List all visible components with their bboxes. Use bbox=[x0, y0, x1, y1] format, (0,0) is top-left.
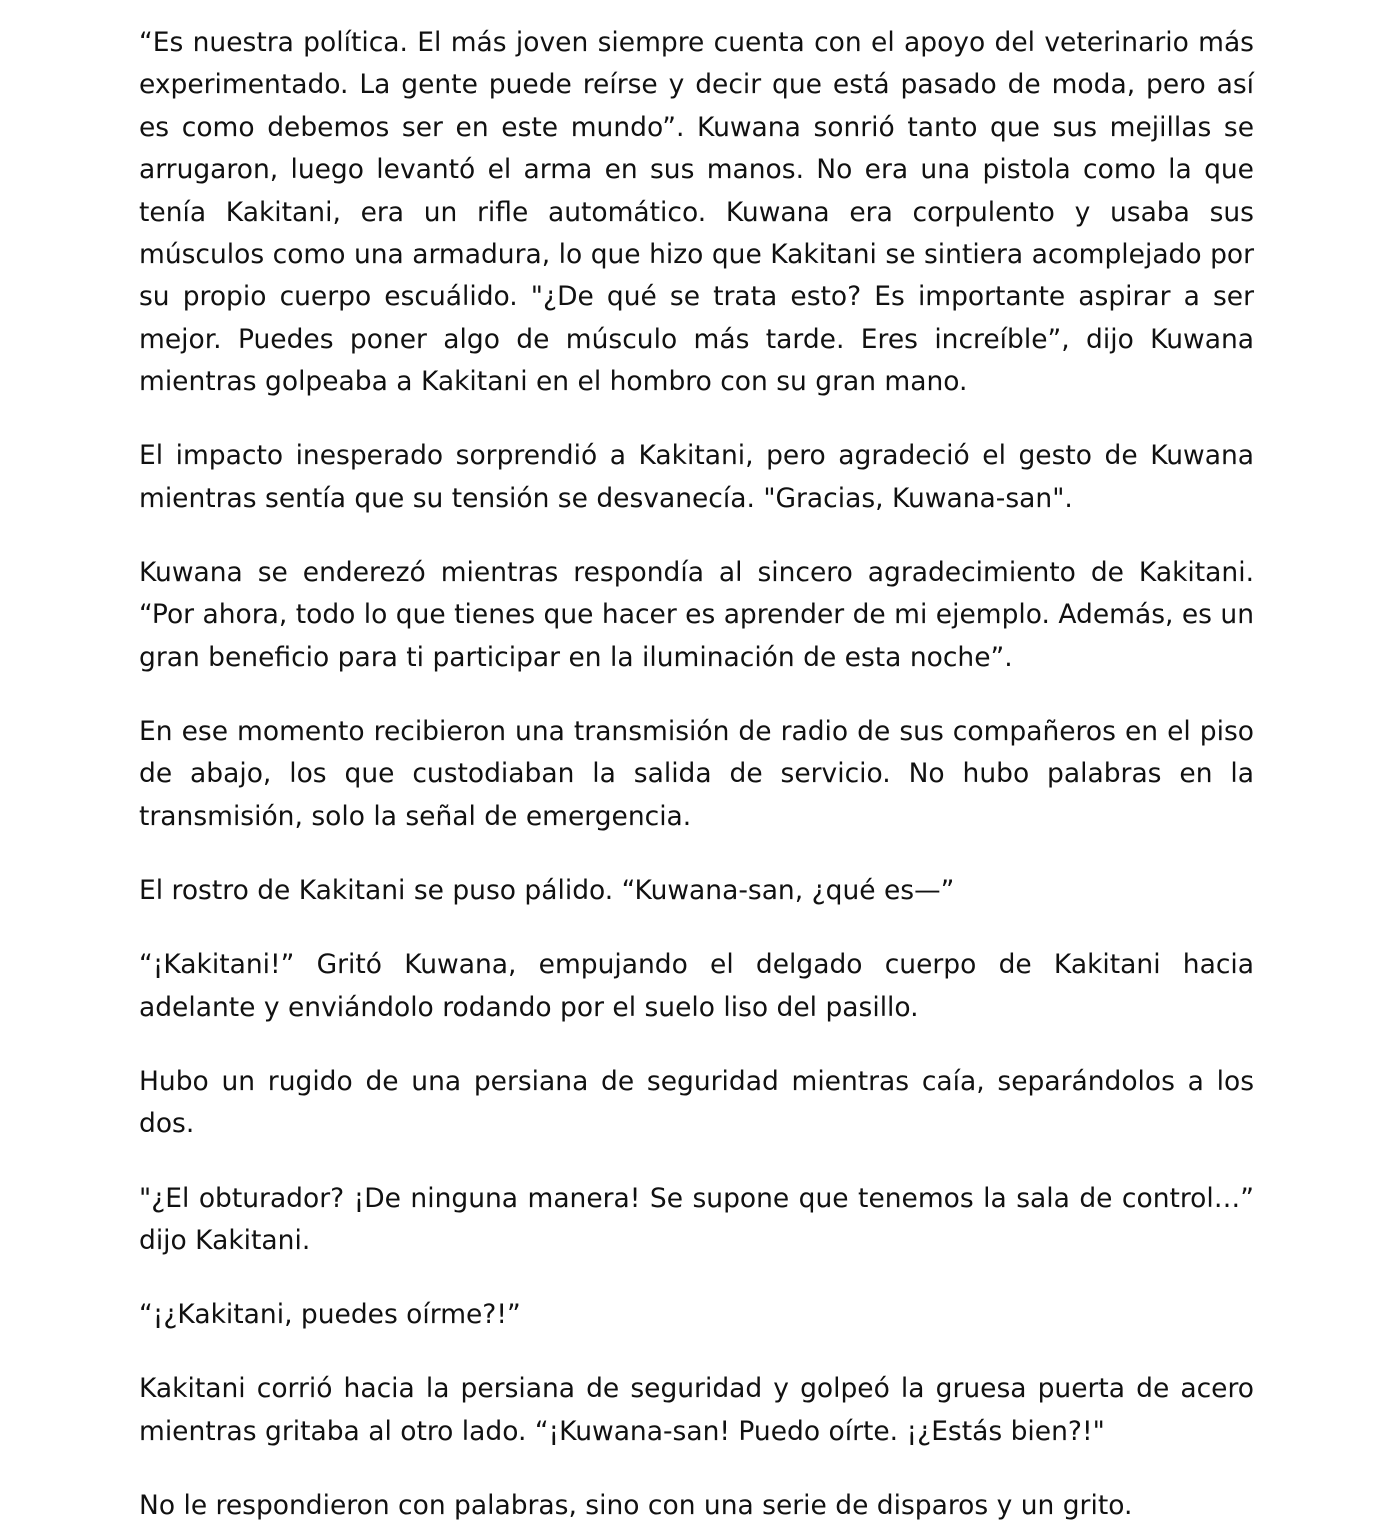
paragraph: “¡Kakitani!” Gritó Kuwana, empujando el delgado cuerpo de Kakitani hacia adelante y enviándolo rodando por el suelo liso del pasillo. bbox=[139, 949, 1254, 1023]
paragraph: Hubo un rugido de una persiana de seguridad mientras caía, separándolos a los dos. bbox=[139, 1065, 1254, 1140]
paragraph: Kakitani corrió hacia la persiana de seguridad y golpeó la gruesa puerta de acero mientras gritaba al otro lado. “¡Kuwana-san! Puedo oírte. ¡¿Estás bien?!" bbox=[139, 1373, 1254, 1447]
paragraph: En ese momento recibieron una transmisión de radio de sus compañeros en el piso de abajo, los que custodiaban la salida de servicio. No hubo palabras en la transmisión, solo la señal de emergencia. bbox=[139, 716, 1254, 832]
paragraph: El impacto inesperado sorprendió a Kakitani, pero agradeció el gesto de Kuwana mientras sentía que su tensión se desvanecía. "Gracias, Kuwana-san". bbox=[139, 440, 1254, 514]
paragraph: No le respondieron con palabras, sino con una serie de disparos y un grito. bbox=[139, 1489, 1133, 1521]
paragraph: "¿El obturador? ¡De ninguna manera! Se supone que tenemos la sala de control…” dijo Kakitani. bbox=[139, 1182, 1254, 1256]
document-page bbox=[139, 22, 1254, 1527]
paragraph: Kuwana se enderezó mientras respondía al sincero agradecimiento de Kakitani. “Por ahora, todo lo que tienes que hacer es aprender de mi ejemplo. Además, es un gran beneficio para ti participar en la iluminación de esta noche”. bbox=[139, 557, 1254, 673]
paragraph: “Es nuestra política. El más joven siempre cuenta con el apoyo del veterinario más experimentado. La gente puede reírse y decir que está pasado de moda, pero así es como debemos ser en este mundo”. Kuwana sonrió tanto que sus mejillas se arrugaron, luego levantó el arma en sus manos. No era una pistola como la que tenía Kakitani, era un rifle automático. Kuwana era corpulento y usaba sus músculos como una armadura, lo que hizo que Kakitani se sintiera acomplejado por su propio cuerpo escuálido. "¿De qué se trata esto? Es importante aspirar a ser mejor. Puedes poner algo de músculo más tarde. Eres increíble”, dijo Kuwana mientras golpeaba a Kakitani en el hombro con su gran mano. bbox=[139, 27, 1254, 398]
paragraph: El rostro de Kakitani se puso pálido. “Kuwana-san, ¿qué es—” bbox=[139, 875, 955, 907]
paragraph: “¡¿Kakitani, puedes oírme?!” bbox=[139, 1299, 521, 1331]
